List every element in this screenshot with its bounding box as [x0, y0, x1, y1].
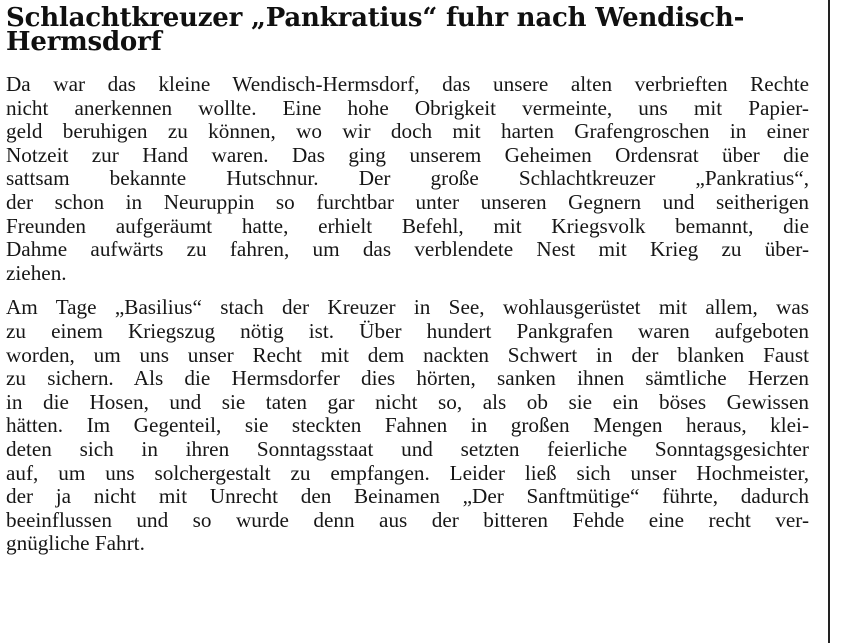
- paragraph-1-line-1: Da war das kleine Wendisch-Hermsdorf, das unsere alten verbrieften Rechte: [6, 72, 809, 96]
- paragraph-2-line-8: auf, um uns solchergestalt zu empfangen. Leider ließ sich unser Hochmeister,: [6, 460, 809, 485]
- paragraph-2-line-10: beeinflussen und so wurde denn aus der bitteren Fehde eine recht ver-: [6, 507, 809, 532]
- paragraph-2-line-7: deten sich in ihren Sonntagsstaat und setzten feierliche Sonntagsgesichter: [6, 436, 809, 461]
- title-line-2: Hermsdorf: [6, 26, 162, 57]
- paragraph-2-line-2: zu einem Kriegszug nötig ist. Über hundert Pankgrafen waren aufgeboten: [6, 318, 809, 343]
- paragraph-2-line-4: zu sichern. Als die Hermsdorfer dies hörten, sanken ihnen sämtliche Herzen: [6, 366, 809, 391]
- paragraph-2-line-9: der ja nicht mit Unrecht den Beinamen „Der Sanftmütige“ führte, dadurch: [6, 484, 809, 509]
- paragraph-2-line-6: hätten. Im Gegenteil, sie steckten Fahnen in großen Mengen heraus, klei-: [6, 413, 809, 438]
- paragraph-1-line-5: sattsam bekannte Hutschnur. Der große Schlachtkreuzer „Pankratius“,: [6, 166, 809, 191]
- paragraph-2: [6, 296, 809, 556]
- right-border-rule: [828, 0, 830, 643]
- paragraph-1-line-7: Freunden aufgeräumt hatte, erhielt Befehl, mit Kriegsvolk bemannt, die: [6, 213, 809, 238]
- paragraph-2-line-3: worden, um uns unser Recht mit dem nackten Schwert in der blanken Faust: [6, 342, 809, 367]
- paragraph-1-line-3: geld beruhigen zu können, wo wir doch mit harten Grafengroschen in einer: [6, 119, 809, 144]
- paragraph-2-line-5: in die Hosen, und sie taten gar nicht so, als ob sie ein böses Gewissen: [6, 389, 809, 414]
- paragraph-1-line-2: nicht anerkennen wollte. Eine hohe Obrigkeit vermeinte, uns mit Papier-: [6, 95, 809, 120]
- paragraph-1-line-9: ziehen.: [6, 260, 67, 285]
- paragraph-2-line-11: gnügliche Fahrt.: [6, 531, 145, 556]
- article-title: [6, 0, 816, 57]
- article-body: [6, 73, 809, 556]
- paragraph-1-line-4: Notzeit zur Hand waren. Das ging unserem Geheimen Ordensrat über die: [6, 142, 809, 167]
- paragraph-2-line-1: Am Tage „Basilius“ stach der Kreuzer in See, wohlausgerüstet mit allem, was: [6, 295, 809, 320]
- title-line-1: Schlachtkreuzer „Pankratius“ fuhr nach Wendisch-: [6, 3, 745, 33]
- paragraph-1: [6, 73, 809, 285]
- paragraph-1-line-6: der schon in Neuruppin so furchtbar unter unseren Gegnern und seitherigen: [6, 189, 809, 214]
- paragraph-1-line-8: Dahme aufwärts zu fahren, um das verblendete Nest mit Krieg zu über-: [6, 237, 809, 262]
